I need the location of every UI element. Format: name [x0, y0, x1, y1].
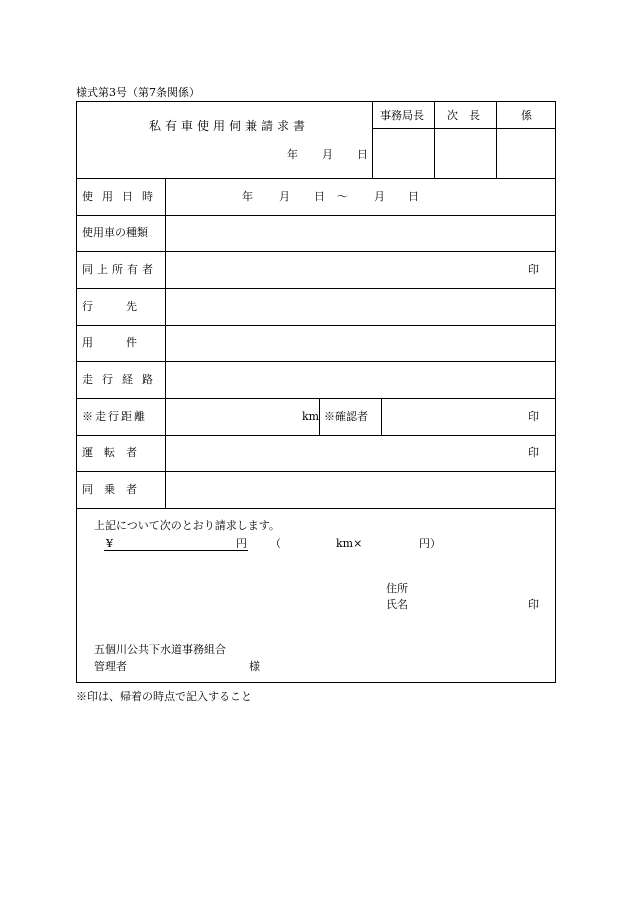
rule-approval-header — [372, 128, 556, 129]
rule-label-column — [165, 178, 166, 508]
label-owner: 同上所有者 — [82, 263, 157, 276]
usage-day-end: 日 — [408, 190, 419, 203]
label-driver: 運 転 者 — [82, 446, 137, 459]
usage-month: 月 — [279, 190, 290, 203]
label-usage-date: 使用日時 — [82, 190, 162, 203]
rule-row-3 — [76, 288, 556, 289]
claim-km-times: km× — [336, 537, 363, 550]
label-confirmer: ※確認者 — [324, 410, 368, 423]
claimant-seal: 印 — [528, 598, 539, 611]
approval-staff: 係 — [521, 109, 532, 122]
usage-day: 日 — [314, 190, 325, 203]
label-name: 氏名 — [386, 598, 408, 611]
recipient-organization: 五個川公共下水道事務組合 — [94, 643, 226, 656]
claim-amount-underline — [104, 550, 248, 551]
rule-row-4 — [76, 325, 556, 326]
rule-approval-mid1 — [434, 101, 435, 178]
rule-row-7 — [76, 435, 556, 436]
rule-row-5 — [76, 361, 556, 362]
form-number: 様式第3号（第7条関係） — [76, 86, 200, 99]
rule-row-1 — [76, 215, 556, 216]
form-frame — [76, 101, 556, 683]
distance-unit: km — [302, 410, 320, 423]
confirmer-seal: 印 — [528, 410, 539, 423]
recipient-title: 管理者 — [94, 660, 127, 673]
recipient-honorific: 様 — [249, 660, 260, 673]
label-purpose: 用 件 — [82, 336, 137, 349]
claim-open-paren: （ — [270, 537, 281, 550]
header-date-year: 年 — [287, 148, 298, 161]
label-distance: ※走行距離 — [82, 410, 147, 423]
rule-row-8 — [76, 471, 556, 472]
usage-year: 年 — [242, 190, 253, 203]
header-date-month: 月 — [322, 148, 333, 161]
document-title: 私有車使用伺兼請求書 — [149, 119, 310, 133]
claim-statement: 上記について次のとおり請求します。 — [94, 519, 280, 532]
rule-row-6 — [76, 398, 556, 399]
header-date-day: 日 — [357, 148, 368, 161]
label-address: 住所 — [386, 582, 408, 595]
rule-distance-split2 — [381, 398, 382, 435]
usage-tilde: 〜 — [337, 190, 348, 203]
footnote: ※印は、帰着の時点で記入すること — [76, 690, 252, 703]
rule-row-9 — [76, 508, 556, 509]
label-destination: 行 先 — [82, 300, 137, 313]
label-vehicle-type: 使用車の種類 — [82, 226, 148, 239]
label-route: 走行経路 — [82, 373, 162, 386]
approval-director: 事務局長 — [380, 109, 424, 122]
label-passenger: 同 乗 者 — [82, 483, 137, 496]
usage-month-end: 月 — [374, 190, 385, 203]
claim-yen-mark: ¥ — [106, 537, 113, 550]
claim-close-yen: 円） — [419, 537, 441, 550]
claim-yen-unit: 円 — [236, 537, 247, 550]
rule-header-bottom — [76, 178, 556, 179]
rule-approval-mid2 — [496, 101, 497, 178]
driver-seal: 印 — [528, 446, 539, 459]
approval-deputy: 次 長 — [447, 109, 480, 122]
owner-seal: 印 — [528, 263, 539, 276]
rule-row-2 — [76, 251, 556, 252]
rule-distance-split1 — [319, 398, 320, 435]
rule-approval-left — [372, 101, 373, 178]
